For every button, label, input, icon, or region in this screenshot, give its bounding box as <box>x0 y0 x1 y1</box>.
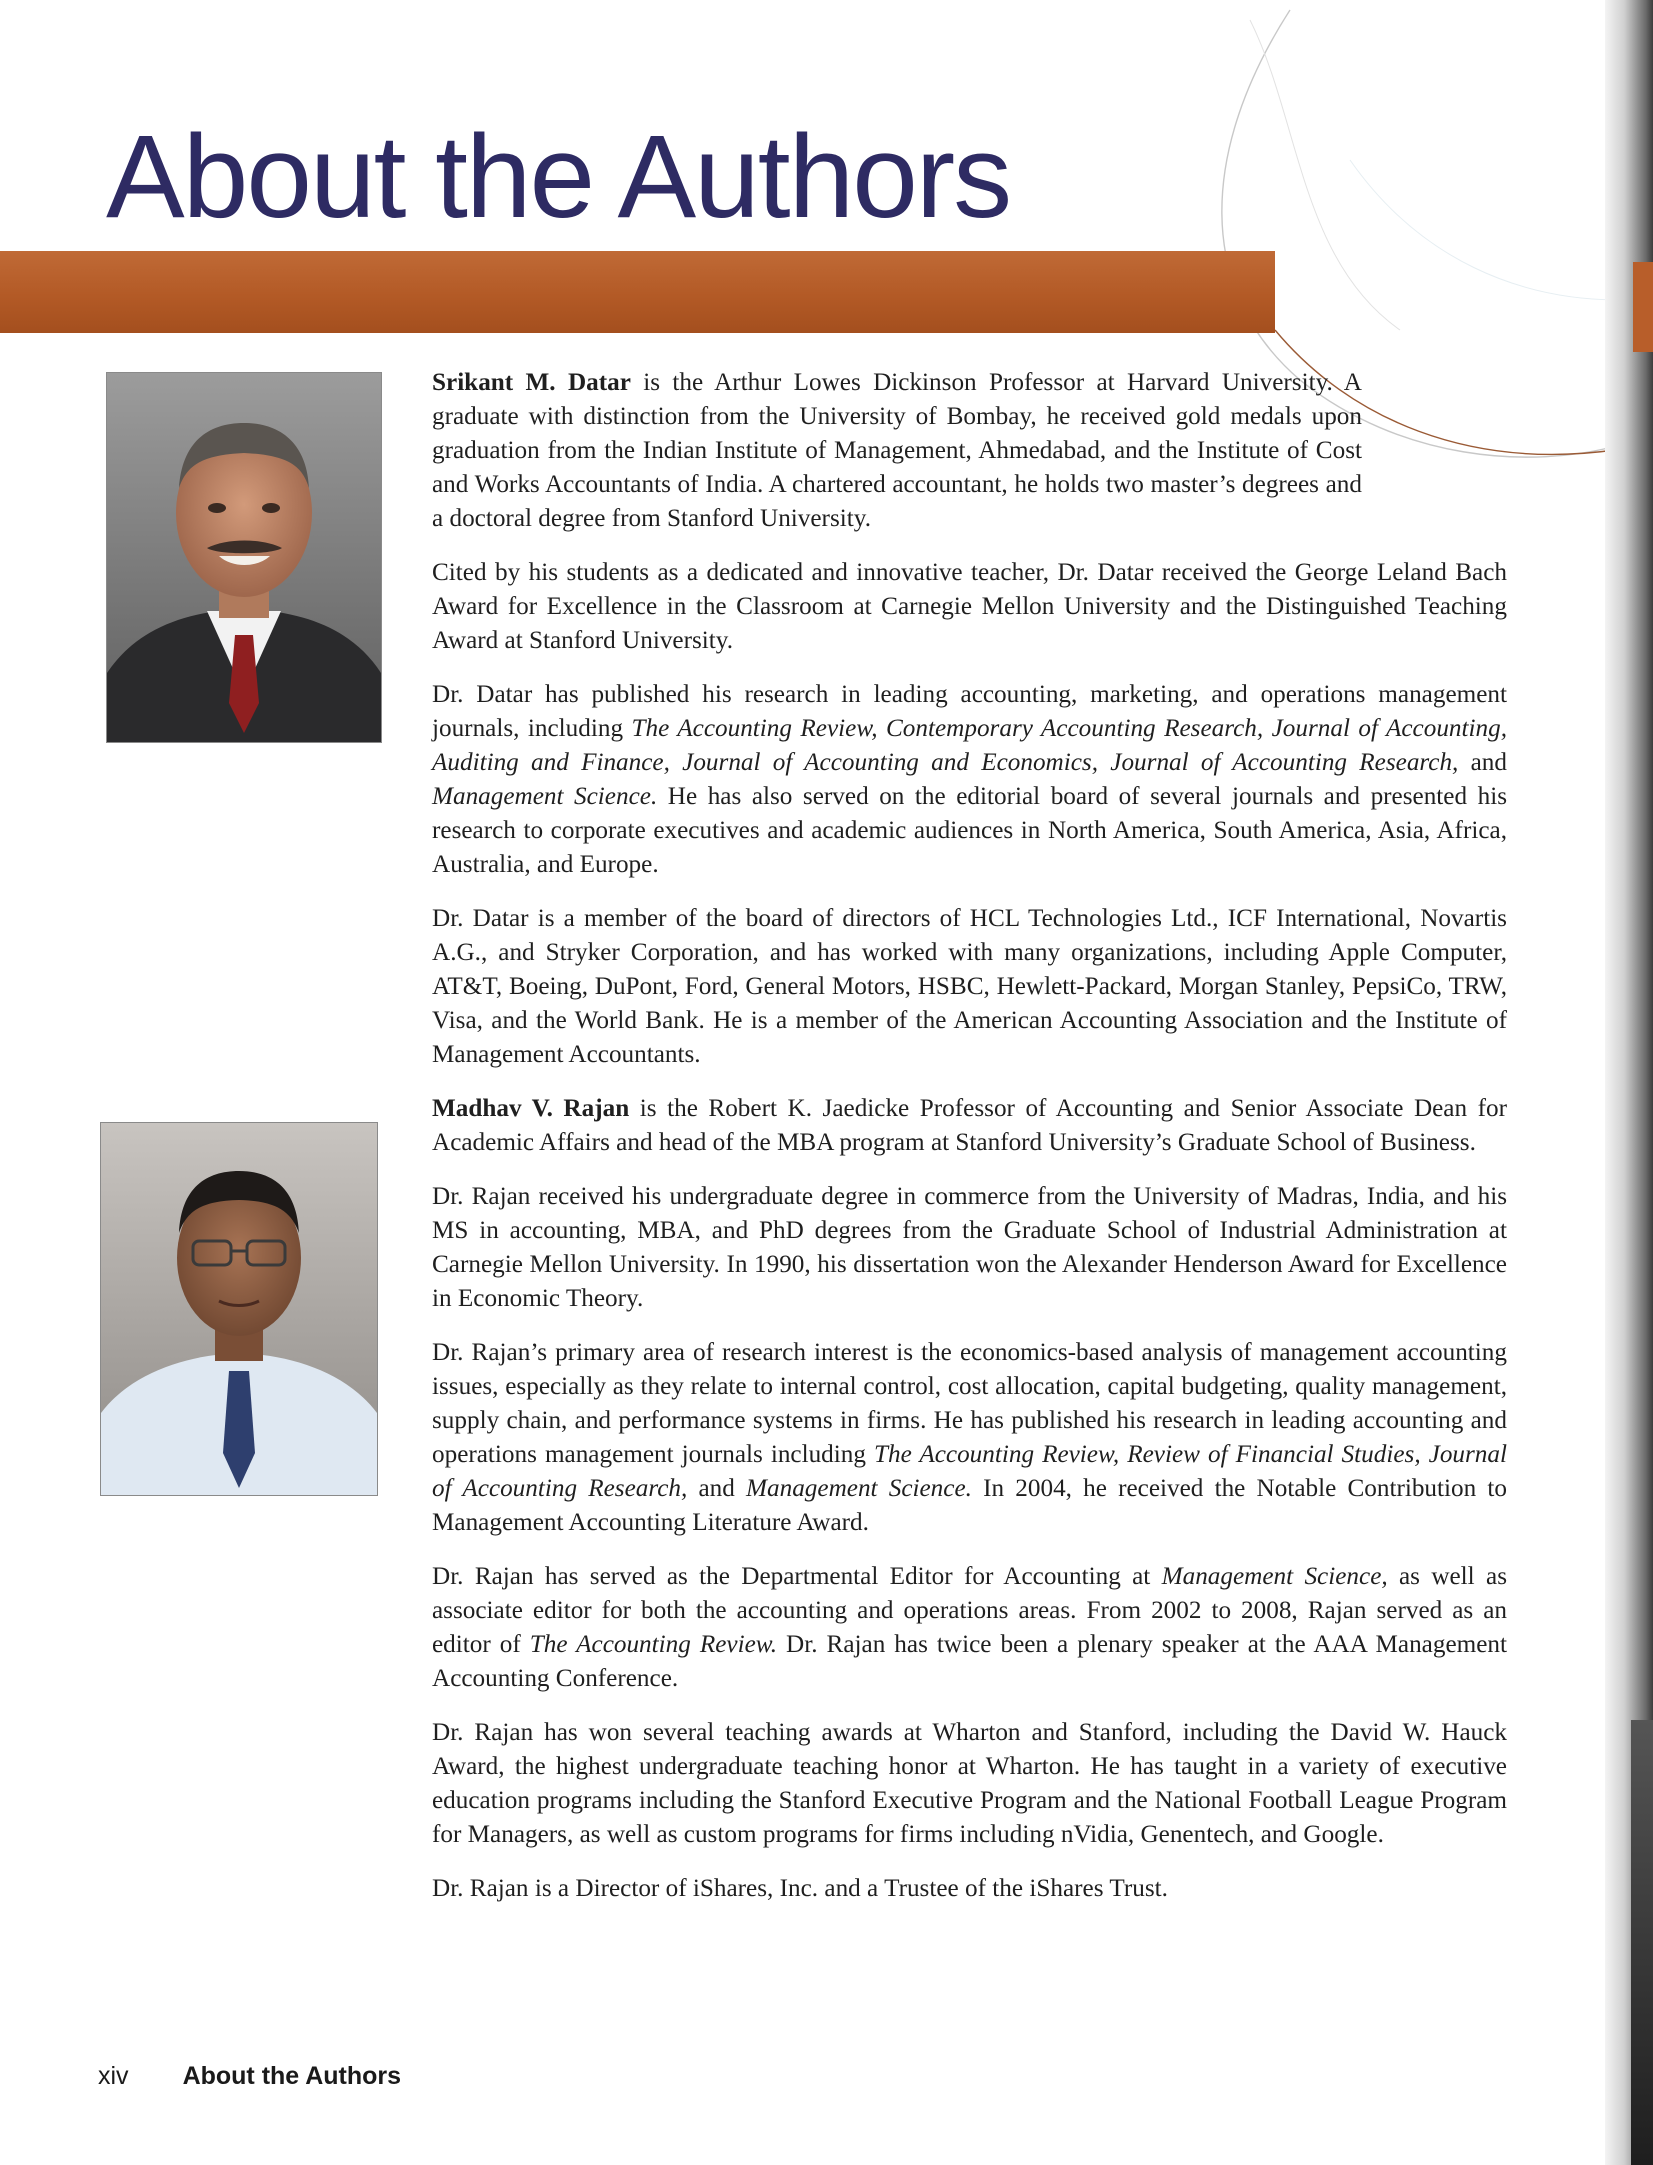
bio-paragraph: Dr. Rajan’s primary area of research interest is the economics-based analysis of management accounting issues, especially as they relate to internal control, cost allocation, capital budgeting, quality management, supply chain, and performance systems in firms. He has published his research in leading accounting and operations management journals including The Accounting Review, Review of Financial Studies, Journal of Accounting Research, and Management Science. In 2004, he received the Notable Contribution to Management Accounting Literature Award. <box>432 1339 1507 1536</box>
bio-paragraph: Cited by his students as a dedicated and innovative teacher, Dr. Datar received the George Leland Bach Award for Excellence in the Classroom at Carnegie Mellon University and the Distinguished Teaching Award at Stanford University. <box>432 559 1507 654</box>
author-name: Srikant M. Datar <box>432 369 631 396</box>
author-photo-datar <box>106 372 382 743</box>
edge-dark-shadow <box>1631 1720 1653 2165</box>
bio-paragraph: Madhav V. Rajan is the Robert K. Jaedicke Professor of Accounting and Senior Associate Dean for Academic Affairs and head of the MBA program at Stanford University’s Graduate School of Business. <box>432 1095 1507 1156</box>
bio-paragraph: Dr. Rajan is a Director of iShares, Inc. and a Trustee of the iShares Trust. <box>432 1875 1168 1902</box>
author-name: Madhav V. Rajan <box>432 1095 630 1122</box>
bio-paragraph: Srikant M. Datar is the Arthur Lowes Dickinson Professor at Harvard University. A graduate with distinction from the University of Bombay, he received gold medals upon graduation from the Indian Institute of Management, Ahmedabad, and the Institute of Cost and Works Accountants of India. A chartered accountant, he holds two master’s degrees and a doctoral degree from Stanford University. <box>432 369 1362 532</box>
author-bio-rajan <box>432 1092 1507 1906</box>
page-title: About the Authors <box>106 111 1011 243</box>
portrait-photo <box>107 373 381 742</box>
portrait-photo <box>101 1123 377 1495</box>
title-color-band <box>0 251 1275 333</box>
bio-paragraph: Dr. Rajan received his undergraduate degree in commerce from the University of Madras, India, and his MS in accounting, MBA, and PhD degrees from the Graduate School of Industrial Administration at Carnegie Mellon University. In 1990, his dissertation won the Alexander Henderson Award for Excellence in Economic Theory. <box>432 1183 1507 1312</box>
edge-color-tab <box>1633 262 1653 352</box>
author-bios <box>432 366 1507 1926</box>
bio-paragraph: Dr. Rajan has served as the Departmental Editor for Accounting at Management Science, as well as associate editor for both the accounting and operations areas. From 2002 to 2008, Rajan served as an editor of The Accounting Review. Dr. Rajan has twice been a plenary speaker at the AAA Management Accounting Conference. <box>432 1563 1508 1692</box>
bio-paragraph: Dr. Rajan has won several teaching awards at Wharton and Stanford, including the David W. Hauck Award, the highest undergraduate teaching honor at Wharton. He has taught in a variety of executive education programs including the Stanford Executive Program and the National Football League Program for Managers, as well as custom programs for firms including nVidia, Genentech, and Google. <box>432 1719 1507 1848</box>
page-number: xiv <box>98 2062 129 2090</box>
running-head: About the Authors <box>182 2062 402 2090</box>
page-footer <box>98 2062 401 2091</box>
author-bio-datar <box>432 366 1507 1072</box>
bio-paragraph: Dr. Datar is a member of the board of directors of HCL Technologies Ltd., ICF International, Novartis A.G., and Stryker Corporation, and has worked with many organizations, including Apple Computer, AT&T, Boeing, DuPont, Ford, General Motors, HSBC, Hewlett-Packard, Morgan Stanley, PepsiCo, TRW, Visa, and the World Bank. He is a member of the American Accounting Association and the Institute of Management Accountants. <box>432 905 1507 1068</box>
bio-paragraph: Dr. Datar has published his research in leading accounting, marketing, and operations management journals, including The Accounting Review, Contemporary Accounting Research, Journal of Accounting, Auditing and Finance, Journal of Accounting and Economics, Journal of Accounting Research, and Management Science. He has also served on the editorial board of several journals and presented his research to corporate executives and academic audiences in North America, South America, Asia, Africa, Australia, and Europe. <box>432 681 1508 878</box>
author-photo-rajan <box>100 1122 378 1496</box>
